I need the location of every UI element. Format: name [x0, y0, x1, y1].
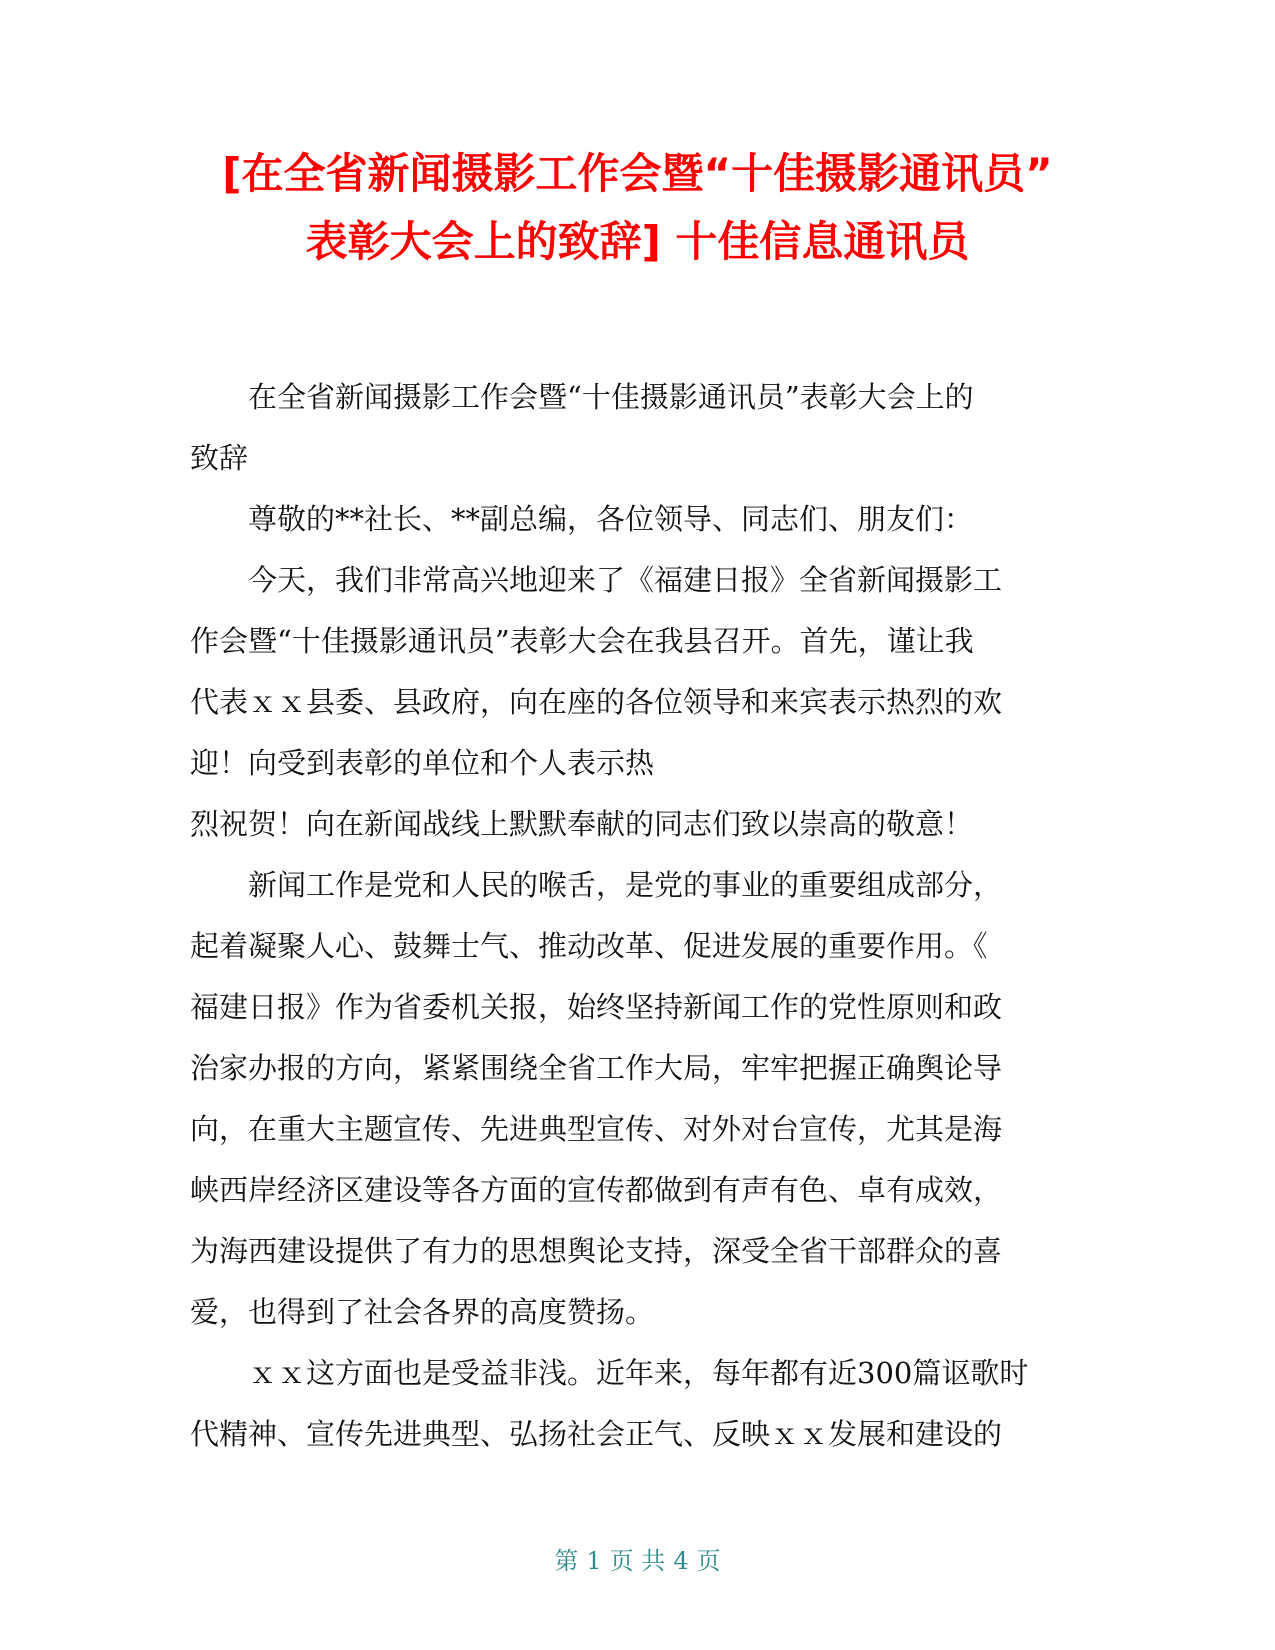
body-line: 今天，我们非常高兴地迎来了《福建日报》全省新闻摄影工: [190, 563, 1003, 597]
body-line: 致辞: [190, 441, 249, 475]
body-line: 福建日报》作为省委机关报，始终坚持新闻工作的党性原则和政: [190, 990, 1003, 1024]
title-line-2: 表彰大会上的致辞] 十佳信息通讯员: [305, 217, 970, 266]
body-line: 尊敬的**社长、**副总编，各位领导、同志们、朋友们：: [190, 502, 974, 536]
footer-current-page: 1: [586, 1547, 602, 1575]
body-line: 爱，也得到了社会各界的高度赞扬。: [190, 1295, 655, 1329]
body-line: 迎！向受到表彰的单位和个人表示热: [190, 746, 655, 780]
body-line: 代精神、宣传先进典型、弘扬社会正气、反映ｘｘ发展和建设的: [190, 1417, 1003, 1451]
page-footer: [0, 1545, 1275, 1577]
footer-middle: 页 共: [609, 1547, 666, 1575]
body-line: 新闻工作是党和人民的喉舌，是党的事业的重要组成部分，: [190, 868, 1003, 902]
body-line: ｘｘ这方面也是受益非浅。近年来，每年都有近300篇讴歌时: [190, 1356, 1029, 1390]
footer-total-pages: 4: [673, 1547, 689, 1575]
body-line: 峡西岸经济区建设等各方面的宣传都做到有声有色、卓有成效，: [190, 1173, 1003, 1207]
body-line: 为海西建设提供了有力的思想舆论支持，深受全省干部群众的喜: [190, 1234, 1003, 1268]
document-body: [190, 367, 1070, 1465]
body-line: 治家办报的方向，紧紧围绕全省工作大局，牢牢把握正确舆论导: [190, 1051, 1003, 1085]
title-line-1: [在全省新闻摄影工作会暨“十佳摄影通讯员”: [222, 149, 1053, 198]
body-line: 代表ｘｘ县委、县政府，向在座的各位领导和来宾表示热烈的欢: [190, 685, 1003, 719]
body-line: 在全省新闻摄影工作会暨“十佳摄影通讯员”表彰大会上的: [190, 380, 974, 414]
body-line: 作会暨“十佳摄影通讯员”表彰大会在我县召开。首先，谨让我: [190, 624, 974, 658]
body-line: 向，在重大主题宣传、先进典型宣传、对外对台宣传，尤其是海: [190, 1112, 1003, 1146]
body-line: 起着凝聚人心、鼓舞士气、推动改革、促进发展的重要作用。《: [190, 929, 988, 963]
footer-prefix: 第: [554, 1547, 579, 1575]
document-title: [150, 140, 1125, 276]
body-line: 烈祝贺！向在新闻战线上默默奉献的同志们致以崇高的敬意！: [190, 807, 974, 841]
footer-suffix: 页: [696, 1547, 721, 1575]
